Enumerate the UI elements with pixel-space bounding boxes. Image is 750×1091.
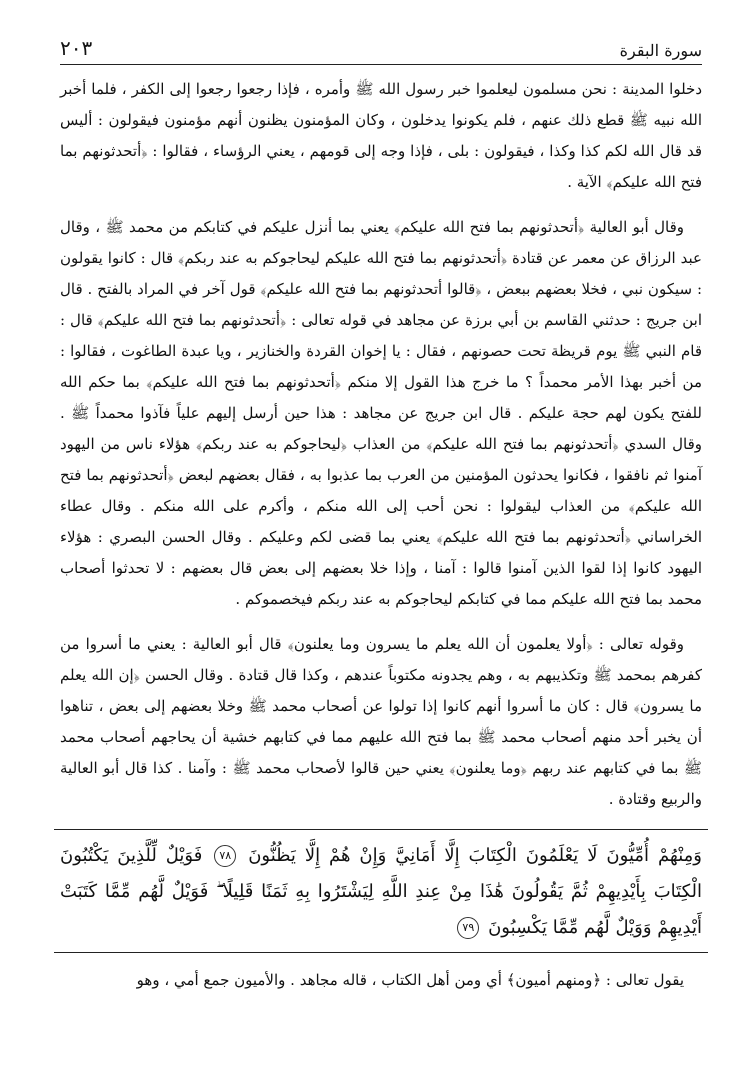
paragraph-3: وقوله تعالى : ﴿أولا يعلمون أن الله يعلم ما يسرون وما يعلنون﴾ قال أبو العالية : يعني ما أسروا من كفرهم بمحمد ﷺ وتكذيبهم به ، وهم يجدونه مكتوباً عندهم ، وكذا قال قتادة . وقال الحسن ﴿إن الله يعلم ما يسرون﴾ قال : كان ما أسروا أنهم كانوا إذا تولوا عن أصحاب محمد ﷺ وخلا بعضهم إلى بعض ، تناهوا أن يخبر أحد منهم أصحاب محمد ﷺ بما فتح الله عليهم مما في كتابهم خشية أن يحاجهم أصحاب محمد ﷺ بما في كتابهم عند ربهم ﴿وما يعلنون﴾ يعني حين قالوا لأصحاب محمد ﷺ : وآمنا . كذا قال أبو العالية والربيع وقتادة . <box>60 635 702 808</box>
page-number: ٢٠٣ <box>60 36 93 60</box>
verse-79-text: فَوَيْلٌ لِّلَّذِينَ يَكْتُبُونَ الْكِتَابَ بِأَيْدِيهِمْ ثُمَّ يَقُولُونَ هَٰذَا مِنْ عِندِ اللَّهِ لِيَشْتَرُوا بِهِ ثَمَنًا قَلِيلًا ۖ فَوَيْلٌ لَّهُم مِّمَّا كَتَبَتْ أَيْدِيهِمْ وَوَيْلٌ لَّهُم مِّمَّا يَكْسِبُونَ <box>60 845 702 938</box>
ayah-number-78: ٧٨ <box>214 845 236 867</box>
ayah-number-79: ٧٩ <box>457 917 479 939</box>
page-header <box>60 30 702 65</box>
page-body <box>60 74 702 1010</box>
paragraph-1: دخلوا المدينة : نحن مسلمون ليعلموا خبر رسول الله ﷺ وأمره ، فإذا رجعوا رجعوا إلى الكفر ، فلما أخبر الله نبيه ﷺ قطع ذلك عنهم ، فلم يكونوا يدخلون ، وكان المؤمنون يظنون أنهم مؤمنون فيقولون : أليس قد قال الله لكم كذا وكذا ، فيقولون : بلى ، فإذا وجه إلى قومهم ، يعني الرؤساء ، فقالوا : ﴿أتحدثونهم بما فتح الله عليكم﴾ الآية . <box>60 80 702 191</box>
quran-verse-box <box>54 829 708 953</box>
sura-title: سورة البقرة <box>619 41 702 60</box>
verse-78-text: وَمِنْهُمْ أُمِّيُّونَ لَا يَعْلَمُونَ الْكِتَابَ إِلَّا أَمَانِيَّ وَإِنْ هُمْ إِلَّا يَظُنُّونَ <box>248 845 702 866</box>
paragraph-2: وقال أبو العالية ﴿أتحدثونهم بما فتح الله عليكم﴾ يعني بما أنزل عليكم في كتابكم من محمد ﷺ ، وقال عبد الرزاق عن معمر عن قتادة ﴿أتحدثونهم بما فتح الله عليكم ليحاجوكم به عند ربكم﴾ قال : كانوا يقولون : سيكون نبي ، فخلا بعضهم ببعض ، ﴿قالوا أتحدثونهم بما فتح الله عليكم﴾ قول آخر في المراد بالفتح . قال ابن جريج : حدثني القاسم بن أبي برزة عن مجاهد في قوله تعالى : ﴿أتحدثونهم بما فتح الله عليكم﴾ قال : قام النبي ﷺ يوم قريظة تحت حصونهم ، فقال : يا إخوان القردة والخنازير ، ويا عبدة الطاغوت ، فقالوا : من أخبر بهذا الأمر محمداً ؟ ما خرج هذا القول إلا منكم ﴿أتحدثونهم بما فتح الله عليكم﴾ بما حكم الله للفتح يكون لهم حجة عليكم . قال ابن جريج عن مجاهد : هذا حين أرسل إليهم علياً فآذوا محمداً ﷺ . وقال السدي ﴿أتحدثونهم بما فتح الله عليكم﴾ من العذاب ﴿ليحاجوكم به عند ربكم﴾ هؤلاء ناس من اليهود آمنوا ثم نافقوا ، فكانوا يحدثون المؤمنين من العرب بما عذبوا به ، فقال بعضهم لبعض ﴿أتحدثونهم بما فتح الله عليكم﴾ من العذاب ليقولوا : نحن أحب إلى الله منكم ، وأكرم على الله منكم . وقال عطاء الخراساني ﴿أتحدثونهم بما فتح الله عليكم﴾ يعني بما قضى لكم وعليكم . وقال الحسن البصري : هؤلاء اليهود كانوا إذا لقوا الذين آمنوا قالوا : آمنا ، وإذا خلا بعضهم إلى بعض قال بعضهم : لا تحدثوا أصحاب محمد بما فتح الله عليكم مما في كتابكم ليحاجوكم به عند ربكم فيخصموكم . <box>60 218 702 608</box>
paragraph-final: يقول تعالى : ﴿ومنهم أميون﴾ أي ومن أهل الكتاب ، قاله مجاهد . والأميون جمع أمي ، وهو <box>136 971 684 989</box>
